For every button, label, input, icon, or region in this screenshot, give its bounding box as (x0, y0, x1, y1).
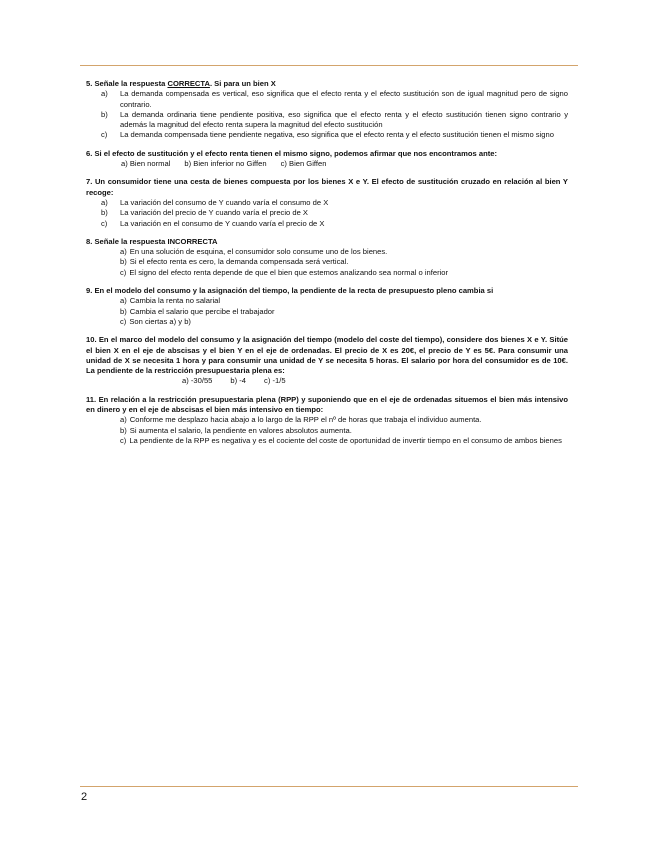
option-c: c) El signo del efecto renta depende de que el bien que estemos analizando sea normal o inferior (120, 267, 449, 277)
question-6 (86, 149, 568, 170)
options-row (86, 159, 568, 169)
option-b: b) La variación del precio de Y cuando varía el precio de X (101, 208, 308, 218)
question-title: 6. Si el efecto de sustitución y el efecto renta tienen el mismo signo, podemos afirmar que nos encontramos ante: (86, 148, 498, 158)
options-list (86, 89, 568, 140)
options-list (86, 198, 568, 229)
question-title: 11. En relación a la restricción presupuestaria plena (RPP) y suponiendo que en el eje de ordenadas situemos el bien más intensivo en dinero y en el eje de abscisas el bien más intensivo en tiempo: (86, 394, 568, 415)
question-11 (86, 395, 568, 446)
option-a: a) En una solución de esquina, el consumidor solo consume uno de los bienes. (120, 247, 388, 257)
option-c: c) La pendiente de la RPP es negativa y es el cociente del coste de oportunidad de invertir tiempo en el consumo de ambos bienes (120, 435, 562, 445)
option-c: c) Son ciertas a) y b) (120, 316, 191, 326)
option-a: a) La demanda compensada es vertical, eso significa que el efecto renta y el efecto sustitución son de igual magnitud pero de signo contrario. (101, 89, 568, 109)
question-title: 7. Un consumidor tiene una cesta de bienes compuesta por los bienes X e Y. El efecto de sustitución cruzado en relación al bien Y recoge: (86, 177, 568, 197)
options-row (86, 376, 568, 386)
question-5 (86, 79, 568, 141)
option-b: b) Si el efecto renta es cero, la demanda compensada será vertical. (120, 257, 349, 267)
options-list (86, 415, 568, 446)
question-8 (86, 237, 568, 278)
question-9 (86, 286, 568, 327)
option-b: b) La demanda ordinaria tiene pendiente positiva, eso significa que el efecto renta y el efecto sustitución tienen signo contrario y además la magnitud del efecto renta supera la magnitud del efecto sustitución (101, 109, 568, 130)
option-c: c) -1/5 (264, 376, 286, 386)
option-c: c) Bien Giffen (280, 159, 327, 169)
exam-content (86, 79, 568, 454)
option-a: a) Conforme me desplazo hacia abajo a lo largo de la RPP el nº de horas que trabaja el individuo aumenta. (120, 415, 482, 425)
footer-rule (80, 786, 578, 787)
question-title: 5. Señale la respuesta CORRECTA. Si para un bien X (86, 79, 276, 88)
option-b: b) Si aumenta el salario, la pendiente en valores absolutos aumenta. (120, 425, 352, 435)
option-b: b) Bien inferior no Giffen (184, 159, 267, 169)
option-c: c) La demanda compensada tiene pendiente negativa, eso significa que el efecto renta y el efecto sustitución tienen el mismo signo (101, 130, 554, 140)
option-a: a) Bien normal (121, 159, 171, 169)
question-10 (86, 335, 568, 386)
page-number: 2 (81, 791, 88, 803)
option-a: a) Cambia la renta no salarial (120, 296, 221, 306)
question-title: 9. En el modelo del consumo y la asignación del tiempo, la pendiente de la recta de presupuesto pleno cambia si (86, 286, 494, 296)
options-list (86, 247, 568, 278)
options-list (86, 296, 568, 327)
question-title: 8. Señale la respuesta INCORRECTA (86, 236, 218, 246)
question-7 (86, 177, 568, 228)
header-rule (80, 65, 578, 66)
option-a: a) -30/55 (182, 376, 213, 386)
option-b: b) -4 (230, 376, 247, 386)
option-b: b) Cambia el salario que percibe el trabajador (120, 306, 275, 316)
question-title: 10. En el marco del modelo del consumo y la asignación del tiempo (modelo del coste del tiempo), considere dos bienes X e Y. Sitúe el bien X en el eje de abscisas y el bien Y en el eje de ordenadas. El precio de X es 20€, el precio de Y es 5€. Para consumir una unidad de X se necesita 1 hora y para consumir una unidad de Y se necesita 5 horas. El salario por hora del consumidor es de 10€. La pendiente de la restricción presupuestaria plena es: (86, 335, 568, 376)
option-c: c) La variación en el consumo de Y cuando varía el precio de X (101, 218, 325, 228)
option-a: a) La variación del consumo de Y cuando varía el consumo de X (101, 197, 329, 207)
